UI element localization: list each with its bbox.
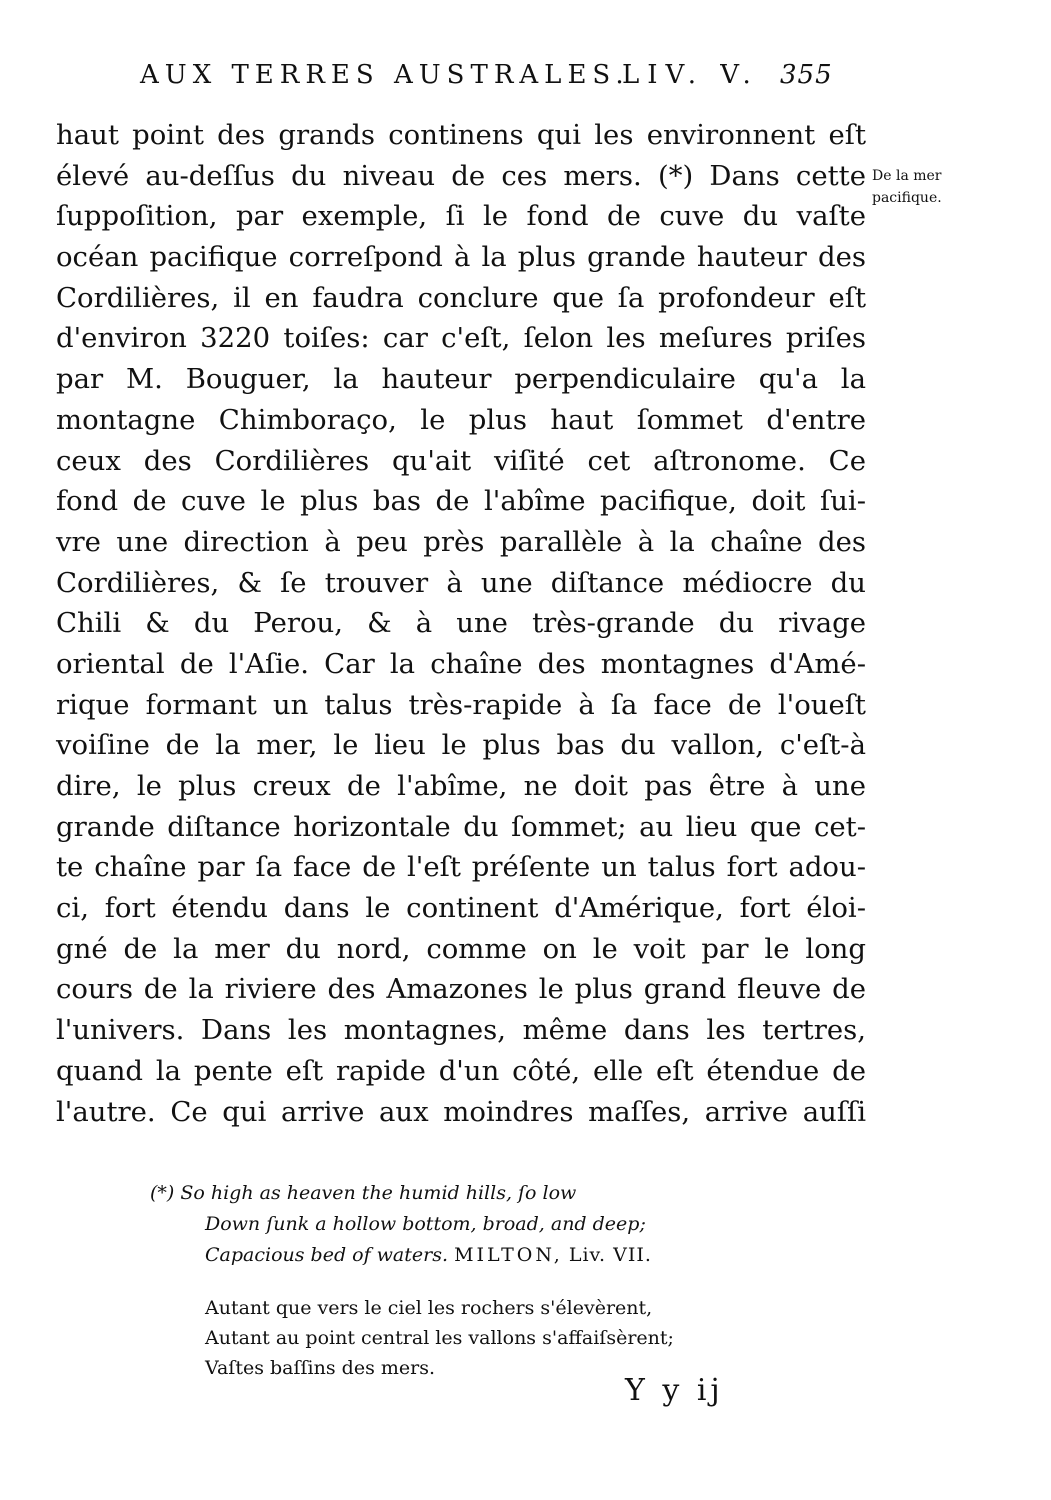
- running-head-book: LIV. V.: [622, 60, 759, 90]
- body-line: oriental de l'Aſie. Car la chaîne des montagnes d'Amé-: [56, 647, 866, 680]
- body-line: voiſine de la mer, le lieu le plus bas du vallon, c'eſt-à: [56, 729, 866, 762]
- footnote-attribution-book: Liv. VII.: [568, 1244, 652, 1266]
- margin-note: [872, 165, 972, 209]
- french-verse-line: Vaſtes baſſins des mers.: [205, 1357, 435, 1379]
- body-line: Chili & du Perou, & à une très-grande du rivage: [56, 607, 866, 640]
- body-line: l'autre. Ce qui arrive aux moindres maſſes, arrive auſſi: [56, 1095, 866, 1128]
- footnote-verse-line: So high as heaven the humid hills, ſo low: [180, 1182, 577, 1204]
- page-number: 355: [780, 60, 833, 90]
- body-line: montagne Chimboraço, le plus haut ſommet d'entre: [56, 403, 866, 436]
- body-line: par M. Bouguer, la hauteur perpendiculaire qu'a la: [56, 363, 866, 396]
- body-line: haut point des grands continens qui les environnent eſt: [56, 119, 866, 151]
- body-line: d'environ 3220 toiſes: car c'eſt, ſelon les meſures priſes: [56, 322, 866, 355]
- body-line: ceux des Cordilières qu'ait viſité cet aſtronome. Ce: [56, 444, 866, 477]
- body-line: gné de la mer du nord, comme on le voit par le long: [56, 932, 866, 965]
- footnote-attribution-author: MILTON,: [454, 1244, 563, 1266]
- body-line: vre une direction à peu près parallèle à la chaîne des: [56, 525, 866, 558]
- body-line: Cordilières, il en faudra conclure que ſa profondeur eſt: [56, 281, 866, 314]
- running-head-title: AUX TERRES AUSTRALES.: [140, 60, 630, 90]
- footnote: [150, 1178, 790, 1271]
- body-line: grande diſtance horizontale du ſommet; au lieu que cet-: [56, 810, 866, 843]
- body-line: quand la pente eſt rapide d'un côté, elle eſt étendue de: [56, 1054, 866, 1087]
- footnote-marker: (*): [150, 1182, 175, 1204]
- signature-mark: Y y ij: [625, 1373, 724, 1408]
- body-line: ſuppoſition, par exemple, ſi le fond de cuve du vaſte: [56, 200, 866, 233]
- body-line: dire, le plus creux de l'abîme, ne doit pas être à une: [56, 770, 866, 802]
- body-line: océan pacifique correſpond à la plus grande hauteur des: [56, 241, 866, 274]
- body-line: Cordilières, & ſe trouver à une diſtance médiocre du: [56, 566, 866, 599]
- french-verse-line: Autant que vers le ciel les rochers s'élevèrent,: [205, 1297, 653, 1319]
- body-line: l'univers. Dans les montagnes, même dans les tertres,: [56, 1014, 866, 1047]
- margin-note-line: De la mer: [872, 168, 942, 184]
- body-line: te chaîne par ſa face de l'eſt préſente un talus fort adou-: [56, 851, 866, 884]
- body-line: rique formant un talus très-rapide à ſa face de l'oueſt: [56, 688, 866, 721]
- running-head: [140, 60, 860, 100]
- french-translation: [205, 1293, 765, 1383]
- margin-note-line: pacifique.: [872, 190, 942, 206]
- footnote-verse-line: Down ſunk a hollow bottom, broad, and deep;: [205, 1213, 646, 1235]
- body-line: fond de cuve le plus bas de l'abîme pacifique, doit ſui-: [56, 485, 866, 518]
- body-line: cours de la riviere des Amazones le plus grand fleuve de: [56, 973, 866, 1006]
- body-line: élevé au-deſſus du niveau de ces mers. (*) Dans cette: [56, 159, 866, 192]
- footnote-verse-line: Capacious bed of waters.: [205, 1244, 449, 1266]
- body-text: [56, 115, 866, 1132]
- french-verse-line: Autant au point central les vallons s'affaiſsèrent;: [205, 1327, 674, 1349]
- body-line: ci, fort étendu dans le continent d'Amérique, fort éloi-: [56, 892, 866, 925]
